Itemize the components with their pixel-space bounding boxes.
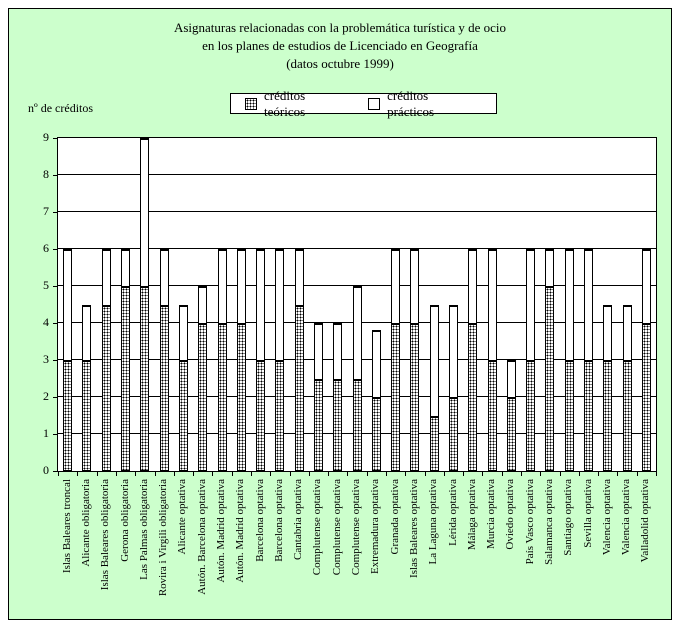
x-axis-tick [347, 472, 348, 476]
bar-segment-practicos [430, 305, 439, 416]
y-axis-tick [53, 249, 57, 250]
chart-frame [8, 8, 672, 620]
bar-segment-teoricos [507, 397, 516, 471]
bar-segment-practicos [623, 305, 632, 361]
bar-segment-teoricos [82, 360, 91, 471]
x-axis-tick [328, 472, 329, 476]
x-axis-tick [463, 472, 464, 476]
bar-segment-practicos [584, 249, 593, 360]
bar-segment-teoricos [237, 323, 246, 471]
y-axis-tick [53, 138, 57, 139]
bar-segment-practicos [333, 323, 342, 379]
bar-segment-teoricos [642, 323, 651, 471]
x-axis-category-label-text: Autón. Madrid optativa [234, 479, 247, 583]
bar-segment-teoricos [545, 286, 554, 471]
bar-segment-practicos [198, 286, 207, 323]
bar-segment-teoricos [333, 379, 342, 472]
x-axis-category-label-text: Complutense optativa [311, 479, 324, 576]
x-axis-tick [425, 472, 426, 476]
bar-segment-teoricos [198, 323, 207, 471]
y-axis-tick [53, 286, 57, 287]
bar-segment-practicos [642, 249, 651, 323]
x-axis-tick [444, 472, 445, 476]
y-axis-tick-label: 0 [43, 463, 49, 477]
x-axis-category-label-text: Gerona obligatoria [118, 479, 131, 562]
plot-area [57, 137, 657, 472]
bar-segment-practicos [218, 249, 227, 323]
y-axis-tick [53, 397, 57, 398]
bar-segment-practicos [314, 323, 323, 379]
x-axis-tick [521, 472, 522, 476]
x-axis-tick [290, 472, 291, 476]
x-axis-category-label-text: Valladolid optativa [639, 479, 652, 563]
y-axis-tick [53, 212, 57, 213]
x-axis-tick [309, 472, 310, 476]
y-axis-tick-label: 6 [43, 241, 49, 255]
bar-segment-practicos [160, 249, 169, 305]
bar-segment-practicos [410, 249, 419, 323]
x-axis-tick [579, 472, 580, 476]
bar-segment-teoricos [256, 360, 265, 471]
bar-segment-teoricos [275, 360, 284, 471]
x-axis-category-label-text: Islas Baleares optativa [407, 479, 420, 578]
bar-segment-practicos [353, 286, 362, 379]
x-axis-tick [212, 472, 213, 476]
x-axis-category-label-text: Islas Baleares troncal [60, 479, 73, 574]
x-axis-category-label-text: Granada optativa [388, 479, 401, 555]
chart-title [9, 19, 671, 73]
bar-segment-teoricos [353, 379, 362, 472]
y-axis-tick-label: 8 [43, 167, 49, 181]
bar-segment-teoricos [295, 305, 304, 472]
bar-segment-teoricos [314, 379, 323, 472]
x-axis-category-label-text: Lérida optativa [446, 479, 459, 546]
x-axis-category-label-text: Málaga optativa [465, 479, 478, 551]
x-axis-category-label-text: Valencia optativa [600, 479, 613, 556]
bar-segment-teoricos [218, 323, 227, 471]
x-axis-tick [193, 472, 194, 476]
bar-segment-practicos [121, 249, 130, 286]
x-axis-category-label-text: Cantabria optativa [292, 479, 305, 560]
y-axis-tick-label: 7 [43, 204, 49, 218]
bar-segment-teoricos [565, 360, 574, 471]
x-axis-category-label-text: Salamanca optativa [542, 479, 555, 565]
x-axis-category-label-text: Autón. Madrid optativa [215, 479, 227, 583]
bar-segment-practicos [526, 249, 535, 360]
bar-segment-teoricos [468, 323, 477, 471]
bar-segment-practicos [468, 249, 477, 323]
bar-segment-teoricos [121, 286, 130, 471]
x-axis-tick [135, 472, 136, 476]
bar-segment-practicos [237, 249, 246, 323]
x-axis-category-label-text: País Vasco optativa [523, 479, 536, 565]
legend-label-practicos: créditos prácticos [387, 87, 435, 119]
y-axis-tick-label: 9 [43, 130, 49, 144]
bar-segment-teoricos [140, 286, 149, 471]
x-axis-category-label-text: Santiago optativa [562, 479, 575, 556]
y-axis-tick [53, 323, 57, 324]
x-axis-category-label-text: Oviedo optativa [504, 479, 517, 550]
y-axis-tick [53, 360, 57, 361]
bar-segment-teoricos [372, 397, 381, 471]
x-axis-category-label-text: Rovira i Virgili obligatoria [157, 479, 170, 597]
x-axis-tick [637, 472, 638, 476]
y-axis-title: nº de créditos [28, 101, 94, 115]
y-axis-tick [53, 471, 57, 472]
x-axis-category-label-text: Autón. Barcelona optativa [195, 479, 208, 595]
x-axis-tick [598, 472, 599, 476]
bar-segment-practicos [565, 249, 574, 360]
x-axis-category-label-text: Complutense optativa [330, 479, 343, 576]
x-axis-tick [560, 472, 561, 476]
x-axis-tick [502, 472, 503, 476]
y-axis-tick-label: 2 [43, 389, 49, 403]
bar-segment-practicos [256, 249, 265, 360]
bar-segment-teoricos [391, 323, 400, 471]
x-axis-category-label-text: Las Palmas obligatoria [137, 479, 150, 580]
bar-segment-practicos [275, 249, 284, 360]
x-axis-tick [116, 472, 117, 476]
legend [230, 87, 497, 119]
y-axis-tick-label: 1 [43, 426, 49, 440]
chart-title-line1: Asignaturas relacionadas con la problemática turística y de ocio [173, 20, 507, 35]
x-axis-category-label-text: La Laguna optativa [427, 479, 440, 565]
y-axis-tick-label: 3 [43, 352, 49, 366]
x-axis-category-label-text: Islas Baleares obligatoria [99, 479, 112, 591]
y-axis-tick-label: 5 [43, 278, 49, 292]
y-axis-tick-label: 4 [43, 315, 49, 329]
bar-segment-teoricos [584, 360, 593, 471]
x-axis-category-label-text: Complutense optativa [350, 479, 362, 576]
bar-segment-teoricos [603, 360, 612, 471]
bar-segment-practicos [102, 249, 111, 305]
x-axis-category-label-text: Extremadura optativa [369, 479, 382, 574]
x-axis-tick [540, 472, 541, 476]
bar-segment-practicos [603, 305, 612, 361]
bar-segment-practicos [179, 305, 188, 361]
bar-segment-teoricos [410, 323, 419, 471]
x-axis-tick [617, 472, 618, 476]
x-axis-category-label-text: Alicante optativa [176, 479, 189, 555]
bar-segment-practicos [545, 249, 554, 286]
bar-segment-teoricos [63, 360, 72, 471]
x-axis-tick [232, 472, 233, 476]
x-axis-tick [386, 472, 387, 476]
x-axis-tick [656, 472, 657, 476]
x-axis-category-label-text: Barcelona optativa [272, 479, 285, 562]
x-axis-category-label-text: Sevilla optativa [581, 479, 594, 548]
bar-segment-practicos [372, 330, 381, 397]
bar-segment-teoricos [179, 360, 188, 471]
x-axis-tick [270, 472, 271, 476]
x-axis-tick [482, 472, 483, 476]
teoricos-swatch-icon [245, 98, 257, 110]
x-axis-category-label-text: Barcelona optativa [253, 479, 266, 562]
x-axis-tick [367, 472, 368, 476]
bar-segment-practicos [63, 249, 72, 360]
x-axis-tick [155, 472, 156, 476]
y-axis-tick [53, 434, 57, 435]
bar-segment-teoricos [430, 416, 439, 472]
bar-segment-teoricos [526, 360, 535, 471]
x-axis-tick [97, 472, 98, 476]
practicos-swatch-icon [368, 98, 380, 110]
x-axis-category-label-text: Murcia optativa [485, 479, 497, 549]
y-axis-tick [53, 175, 57, 176]
x-axis-category-label-text: Alicante obligatoria [79, 479, 92, 567]
bar-segment-practicos [391, 249, 400, 323]
bar-segment-teoricos [449, 397, 458, 471]
bar-segment-practicos [140, 138, 149, 286]
bar-segment-practicos [488, 249, 497, 360]
bar-segment-teoricos [623, 360, 632, 471]
legend-label-teoricos: créditos teóricos [264, 87, 306, 119]
bar-segment-practicos [295, 249, 304, 305]
bar-segment-teoricos [488, 360, 497, 471]
x-axis-tick [251, 472, 252, 476]
legend-item-practicos [368, 88, 460, 120]
x-axis-tick [77, 472, 78, 476]
bar-segment-practicos [507, 360, 516, 397]
legend-item-teoricos [245, 88, 332, 120]
bar-segment-practicos [82, 305, 91, 361]
bar-segment-teoricos [102, 305, 111, 472]
chart-title-line2: en los planes de estudios de Licenciado en Geografía [202, 38, 478, 53]
bar-segment-teoricos [160, 305, 169, 472]
x-axis-tick [58, 472, 59, 476]
bar-segment-practicos [449, 305, 458, 398]
chart-title-line3: (datos octubre 1999) [286, 56, 394, 71]
x-axis-tick [405, 472, 406, 476]
x-axis-category-label-text: Valencia optativa [620, 479, 633, 556]
x-axis-tick [174, 472, 175, 476]
